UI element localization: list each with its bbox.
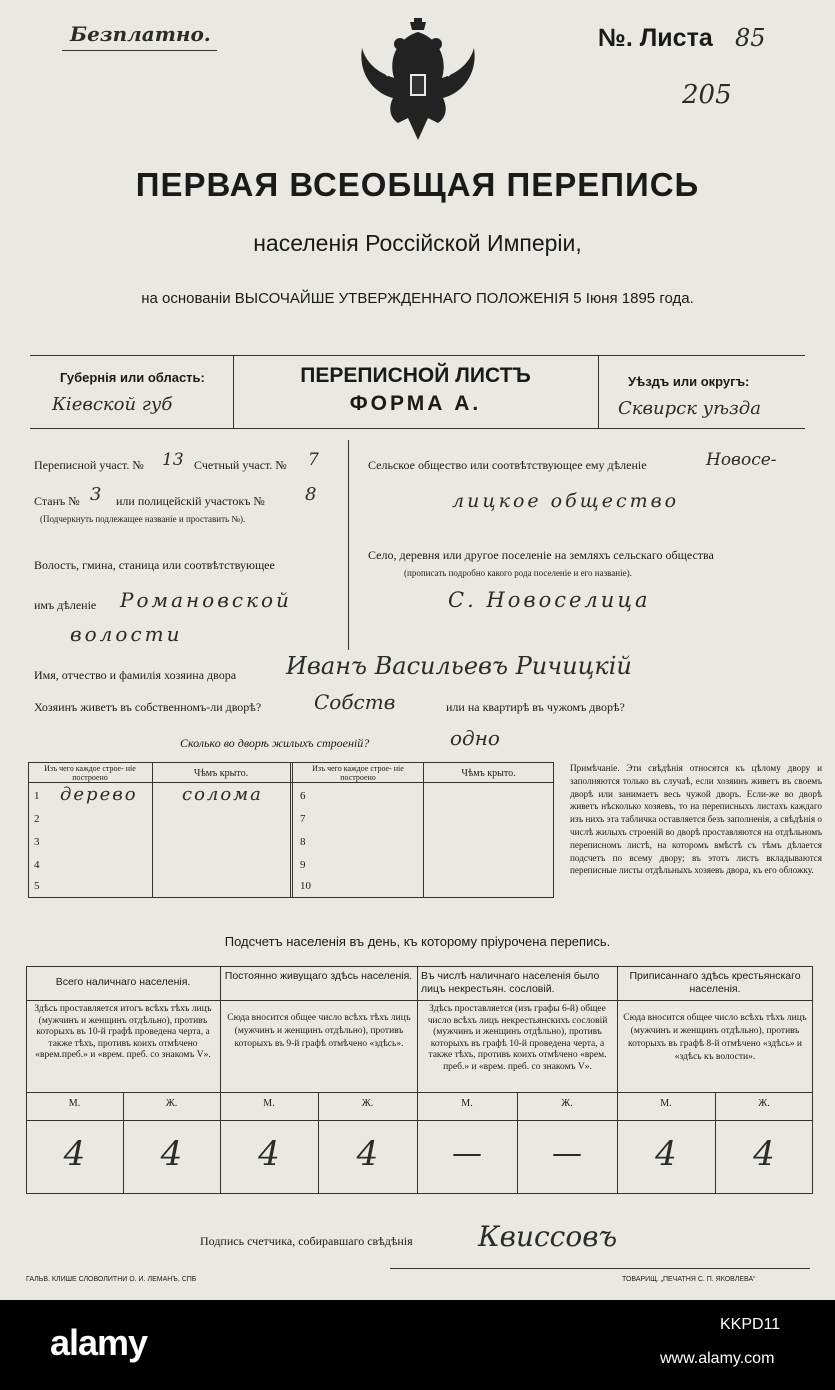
buildings-value: одно (450, 726, 500, 750)
police-value: 8 (305, 484, 317, 505)
buildings-table-header-line (28, 782, 554, 783)
sheet-number-value: 85 (735, 24, 766, 52)
population-m-label: М. (68, 1098, 81, 1109)
buildings-col-roof-left: Чѣмъ крыто. (193, 768, 249, 779)
form-row-top-line (30, 355, 805, 356)
population-m-label: М. (263, 1098, 275, 1109)
imprint-right: ТОВАРИЩ. „ПЕЧАТНЯ С. П. ЯКОВЛЕВА“ (622, 1276, 756, 1283)
imperial-eagle-emblem (358, 18, 478, 148)
population-desc-line (26, 1092, 813, 1093)
buildings-col-material-left: Изъ чего каждое строе- ніе построено (44, 764, 136, 782)
building-row-number: 4 (34, 859, 40, 871)
population-m-label: М. (461, 1098, 473, 1109)
imprint-line (390, 1268, 810, 1269)
buildings-col-roof-right: Чѣмъ крыто. (461, 768, 516, 779)
volost-value-1: Романовской (120, 588, 292, 612)
owner-lives-value: Собств (314, 690, 396, 714)
population-head: Въ числѣ наличнаго населенія было лицъ некрестьян. сословій. (421, 970, 600, 995)
buildings-note: Примѣчаніе. Эти свѣдѣнія относятся къ цѣлому двору и заполняются только въ случаѣ, если хозяинъ живетъ въ своемъ дворѣ или занимаетъ весь чужой дворъ. Если-же во дворѣ живетъ нѣсколько хозяевъ, то на переписныхъ листахъ каждаго изъ нихъ эта табличка оставляется безъ заполненія, а свѣдѣнія о числѣ жилыхъ строеній во дворѣ проставляются на отдѣльномъ переписномъ листѣ, на которомъ вмѣстѣ съ тѣмъ дѣлается подсчетъ по всему двору; въ этотъ листъ вкладываются переписные листы отдѣльныхъ хозяевъ двора, къ его обложку. (570, 763, 822, 876)
population-m-value: — (452, 1136, 482, 1171)
stan-label: Станъ № (34, 494, 80, 508)
owner-name-value: Иванъ Васильевъ Ричицкій (286, 652, 632, 680)
population-head: Приписаннаго здѣсь крестьянскаго населенія. (629, 970, 801, 995)
owner-lives-alt-label: или на квартирѣ въ чужомъ дворѣ? (446, 700, 625, 714)
form-row-bottom-line (30, 428, 805, 429)
population-f-value: 4 (160, 1134, 183, 1174)
watermark-image-id: KKPD11 (720, 1316, 781, 1333)
subtitle: населенія Россійской Имперіи, (253, 230, 582, 256)
population-m-label: М. (660, 1098, 672, 1109)
building-row-number: 8 (300, 836, 306, 848)
count-section-label: Счетный участ. № (194, 458, 287, 472)
population-head: Постоянно живущаго здѣсь населенія. (224, 970, 413, 982)
form-title: ПЕРЕПИСНОЙ ЛИСТЪ (300, 364, 531, 387)
population-head: Всего наличнаго населенія. (55, 976, 191, 988)
free-label: Безплатно. (70, 22, 211, 46)
province-label: Губернія или область: (60, 370, 205, 385)
free-underline (62, 50, 217, 51)
volost-label-2: имъ дѣленіе (34, 598, 97, 612)
province-value: Кіевской губ (52, 394, 173, 415)
census-section-label: Переписной участ. № (34, 458, 144, 472)
legal-basis: на основаніи ВЫСОЧАЙШЕ УТВЕРЖДЕННАГО ПОЛОЖЕНІЯ 5 Іюня 1895 года. (141, 290, 694, 307)
society-value-2: лицкое общество (452, 490, 680, 512)
population-desc: Здѣсь проставляется итогъ всѣхъ тѣхъ лицъ (мужчинъ и женщинъ отдѣльно), противъ которыхъ въ 10-й графѣ проведена черта, а также тѣхъ, противъ коихъ отмѣчено «врем.преб.» и «врем. преб. со знакомъ V». (34, 1004, 212, 1060)
society-label: Сельское общество или соотвѣтствующее ему дѣленіе (368, 458, 647, 472)
signature-value: Квиссовъ (478, 1220, 618, 1253)
form-row-divider-right (598, 355, 599, 428)
count-section-value: 7 (308, 450, 319, 470)
village-label: Село, деревня или другое поселеніе на земляхъ сельскаго общества (368, 548, 714, 562)
village-value: С. Новоселица (448, 588, 651, 612)
district-label: Уѣздъ или округъ: (628, 374, 750, 389)
population-f-label: Ж. (758, 1098, 770, 1109)
population-desc: Здѣсь проставляется (изъ графы 6-й) общее число всѣхъ лицъ некрестьянскихъ сословій (мужчинъ и женщинъ отдѣльно), противъ которыхъ въ графѣ 10-й проведена черта, а также тѣхъ, противъ коихъ отмѣчено «врем. преб.» и «врем. преб. со знакомъ V». (427, 1004, 608, 1072)
population-head-line (26, 1000, 813, 1001)
population-f-value: 4 (356, 1134, 379, 1174)
population-f-label: Ж. (165, 1098, 178, 1109)
society-value-1: Новосе- (706, 450, 777, 470)
underline-note: (Подчеркнуть подлежащее названіе и проставить №). (40, 514, 246, 524)
main-title: ПЕРВАЯ ВСЕОБЩАЯ ПЕРЕПИСЬ (135, 166, 700, 203)
imprint-left: ГАЛЬВ. КЛИШЕ СЛОВОЛИТНИ О. И. ЛЕМАНЪ, СПБ (26, 1276, 197, 1283)
building-row-number: 2 (34, 813, 40, 825)
population-f-label: Ж. (561, 1098, 573, 1109)
population-m-value: 4 (63, 1134, 86, 1174)
owner-lives-label: Хозяинъ живетъ въ собственномъ-ли дворѣ? (34, 700, 262, 714)
building-row-number: 6 (300, 790, 306, 802)
population-f-value: 4 (753, 1134, 775, 1174)
signature-label: Подпись счетчика, собиравшаго свѣдѣнія (200, 1234, 413, 1248)
stamp-number: 205 (682, 80, 732, 110)
population-m-value: 4 (655, 1134, 677, 1174)
building-row-number: 9 (300, 859, 306, 871)
population-f-label: Ж. (361, 1098, 374, 1109)
building-row-roof: солома (182, 784, 263, 805)
building-row-number: 7 (300, 813, 306, 825)
population-f-value: — (552, 1136, 582, 1171)
watermark-site: www.alamy.com (660, 1350, 775, 1367)
volost-value-2: волости (70, 622, 183, 646)
population-mf-line (26, 1120, 813, 1121)
buildings-col-material-right: Изъ чего каждое строе- ніе построено (312, 764, 404, 782)
building-row-number: 5 (34, 880, 40, 892)
census-section-value: 13 (162, 450, 184, 470)
stan-value: 3 (90, 484, 102, 505)
watermark-footer (0, 1300, 835, 1390)
building-row-number: 10 (300, 880, 311, 892)
population-m-value: 4 (258, 1134, 280, 1174)
owner-name-label: Имя, отчество и фамилія хозяина двора (34, 668, 237, 682)
building-row-number: 3 (34, 836, 40, 848)
district-value: Сквирск уѣзда (618, 398, 761, 419)
police-label: или полицейскій участокъ № (116, 494, 265, 508)
fields-divider (348, 440, 349, 650)
population-title: Подсчетъ населенія въ день, къ которому пріурочена перепись. (224, 934, 611, 949)
population-desc: Сюда вносится общее число всѣхъ тѣхъ лицъ (мужчинъ и женщинъ отдѣльно), противъ которыхъ въ 9-й графѣ отмѣчено «здѣсь». (227, 1013, 411, 1049)
volost-label-1: Волость, гмина, станица или соотвѣтствующее (34, 558, 275, 572)
building-row-number: 1 (34, 790, 40, 802)
buildings-label: Сколько во дворѣ жилыхъ строеній? (180, 736, 370, 750)
village-note: (прописать подробно какого рода поселеніе и его названіе). (404, 568, 632, 578)
building-row-material: дерево (60, 784, 138, 805)
watermark-brand: alamy (50, 1322, 148, 1363)
form-subtitle: ФОРМА А. (349, 392, 482, 415)
population-desc: Сюда вносится общее число всѣхъ тѣхъ лицъ (мужчинъ и женщинъ отдѣльно), противъ которыхъ въ графѣ 8-й отмѣчено «здѣсь» и «здѣсь къ волости». (623, 1013, 807, 1062)
sheet-number-label: №. Листа (598, 24, 713, 52)
